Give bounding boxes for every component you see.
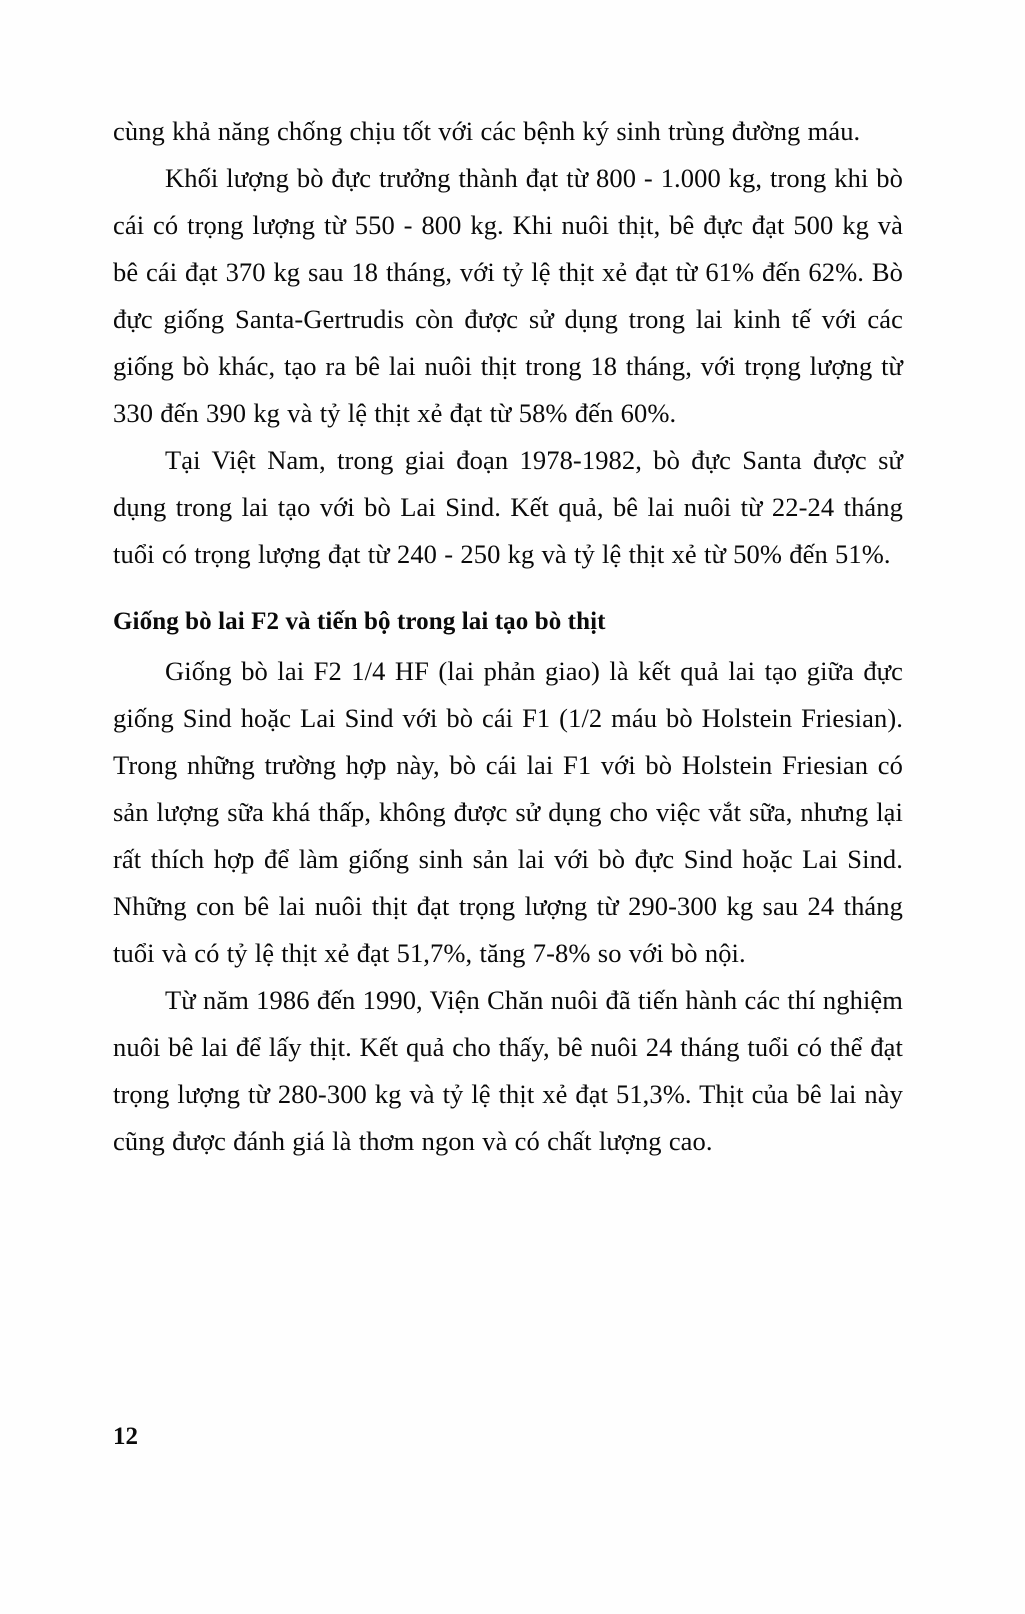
paragraph-vietnam-crossbreeding: Tại Việt Nam, trong giai đoạn 1978-1982, bò đực Santa được sử dụng trong lai tạo với bò Lai Sind. Kết quả, bê lai nuôi từ 22-24 tháng tuổi có trọng lượng đạt từ 240 - 250 kg và tỷ lệ thịt xẻ từ 50% đến 51%. — [113, 445, 903, 569]
paragraph-continuation: cùng khả năng chống chịu tốt với các bệnh ký sinh trùng đường máu. — [113, 116, 861, 146]
page-body — [113, 108, 903, 1165]
paragraph-f2-description: Giống bò lai F2 1/4 HF (lai phản giao) là kết quả lai tạo giữa đực giống Sind hoặc Lai Sind với bò cái F1 (1/2 máu bò Holstein Friesian). Trong những trường hợp này, bò cái lai F1 với bò Holstein Friesian có sản lượng sữa khá thấp, không được sử dụng cho việc vắt sữa, nhưng lại rất thích hợp để làm giống sinh sản lai với bò đực Sind hoặc Lai Sind. Những con bê lai nuôi thịt đạt trọng lượng từ 290-300 kg sau 24 tháng tuổi và có tỷ lệ thịt xẻ đạt 51,7%, tăng 7-8% so với bò nội. — [113, 656, 903, 968]
paragraph-weight-stats: Khối lượng bò đực trưởng thành đạt từ 800 - 1.000 kg, trong khi bò cái có trọng lượng từ 550 - 800 kg. Khi nuôi thịt, bê đực đạt 500 kg và bê cái đạt 370 kg sau 18 tháng, với tỷ lệ thịt xẻ đạt từ 61% đến 62%. Bò đực giống Santa-Gertrudis còn được sử dụng trong lai kinh tế với các giống bò khác, tạo ra bê lai nuôi thịt trong 18 tháng, với trọng lượng từ 330 đến 390 kg và tỷ lệ thịt xẻ đạt từ 58% đến 60%. — [113, 163, 903, 428]
section-heading-f2-breed: Giống bò lai F2 và tiến bộ trong lai tạo bò thịt — [113, 608, 606, 635]
page-number: 12 — [113, 1423, 138, 1450]
paragraph-experiments-1986-1990: Từ năm 1986 đến 1990, Viện Chăn nuôi đã tiến hành các thí nghiệm nuôi bê lai để lấy thịt. Kết quả cho thấy, bê nuôi 24 tháng tuổi có thể đạt trọng lượng từ 280-300 kg và tỷ lệ thịt xẻ đạt 51,3%. Thịt của bê lai này cũng được đánh giá là thơm ngon và có chất lượng cao. — [113, 985, 903, 1156]
